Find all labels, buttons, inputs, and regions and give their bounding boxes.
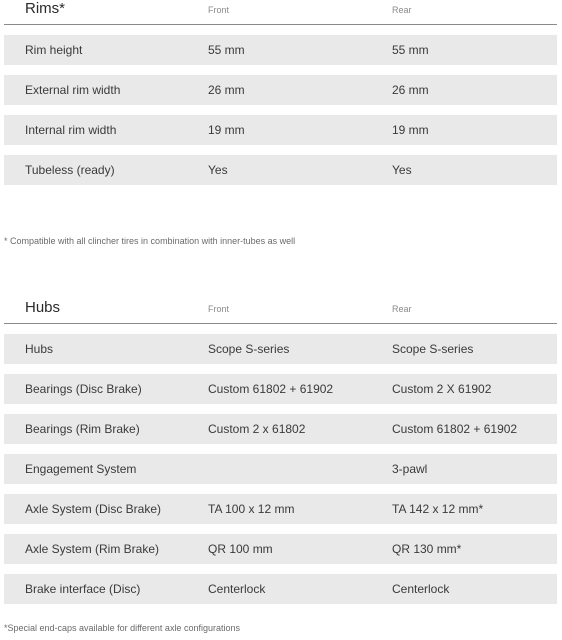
spec-label: Hubs [25,342,54,356]
table-row [4,115,557,145]
front-value: 55 mm [208,43,245,57]
spec-label: External rim width [25,83,121,97]
rear-value: 19 mm [392,123,429,137]
front-value: Scope S-series [208,342,290,356]
table-row [4,334,557,364]
spec-label: Axle System (Rim Brake) [25,542,160,556]
rear-value: 3-pawl [392,462,428,476]
spec-label: Engagement System [25,462,137,476]
table-row [4,374,557,404]
rear-value: Scope S-series [392,342,474,356]
rear-value: 55 mm [392,43,429,57]
table-row [4,35,557,65]
rims-section [0,0,562,185]
table-row [4,494,557,524]
front-value: Yes [208,163,228,177]
rear-value: Yes [392,163,412,177]
spec-label: Bearings (Disc Brake) [25,382,142,396]
rims-header [4,0,557,25]
table-row [4,574,557,604]
front-value: Custom 2 x 61802 [208,422,306,436]
front-value: 19 mm [208,123,245,137]
hubs-header [4,299,557,324]
rims-table [4,35,557,185]
table-row [4,414,557,444]
rims-front-column-label: Front [208,5,230,15]
spec-label: Brake interface (Disc) [25,582,141,596]
rear-value: 26 mm [392,83,429,97]
rear-value: Centerlock [392,582,450,596]
hubs-front-column-label: Front [208,304,230,314]
spec-label: Axle System (Disc Brake) [25,502,162,516]
front-value: QR 100 mm [208,542,273,556]
front-value: Centerlock [208,582,266,596]
hubs-section [0,299,562,604]
front-value: TA 100 x 12 mm [208,502,295,516]
rims-rear-column-label: Rear [392,5,412,15]
front-value: Custom 61802 + 61902 [208,382,334,396]
spec-label: Internal rim width [25,123,117,137]
hubs-footnote: *Special end-caps available for different axle configurations [4,623,240,633]
rear-value: Custom 2 X 61902 [392,382,492,396]
rims-title: Rims* [25,0,65,17]
table-row [4,534,557,564]
table-row [4,155,557,185]
rear-value: Custom 61802 + 61902 [392,422,518,436]
rear-value: TA 142 x 12 mm* [392,502,484,516]
hubs-rear-column-label: Rear [392,304,412,314]
hubs-table [4,334,557,604]
spec-label: Rim height [25,43,83,57]
rims-footnote: * Compatible with all clincher tires in combination with inner-tubes as well [4,236,296,246]
spec-label: Tubeless (ready) [25,163,115,177]
rear-value: QR 130 mm* [392,542,462,556]
front-value: 26 mm [208,83,245,97]
table-row [4,454,557,484]
spec-label: Bearings (Rim Brake) [25,422,140,436]
table-row [4,75,557,105]
hubs-title: Hubs [25,299,61,316]
